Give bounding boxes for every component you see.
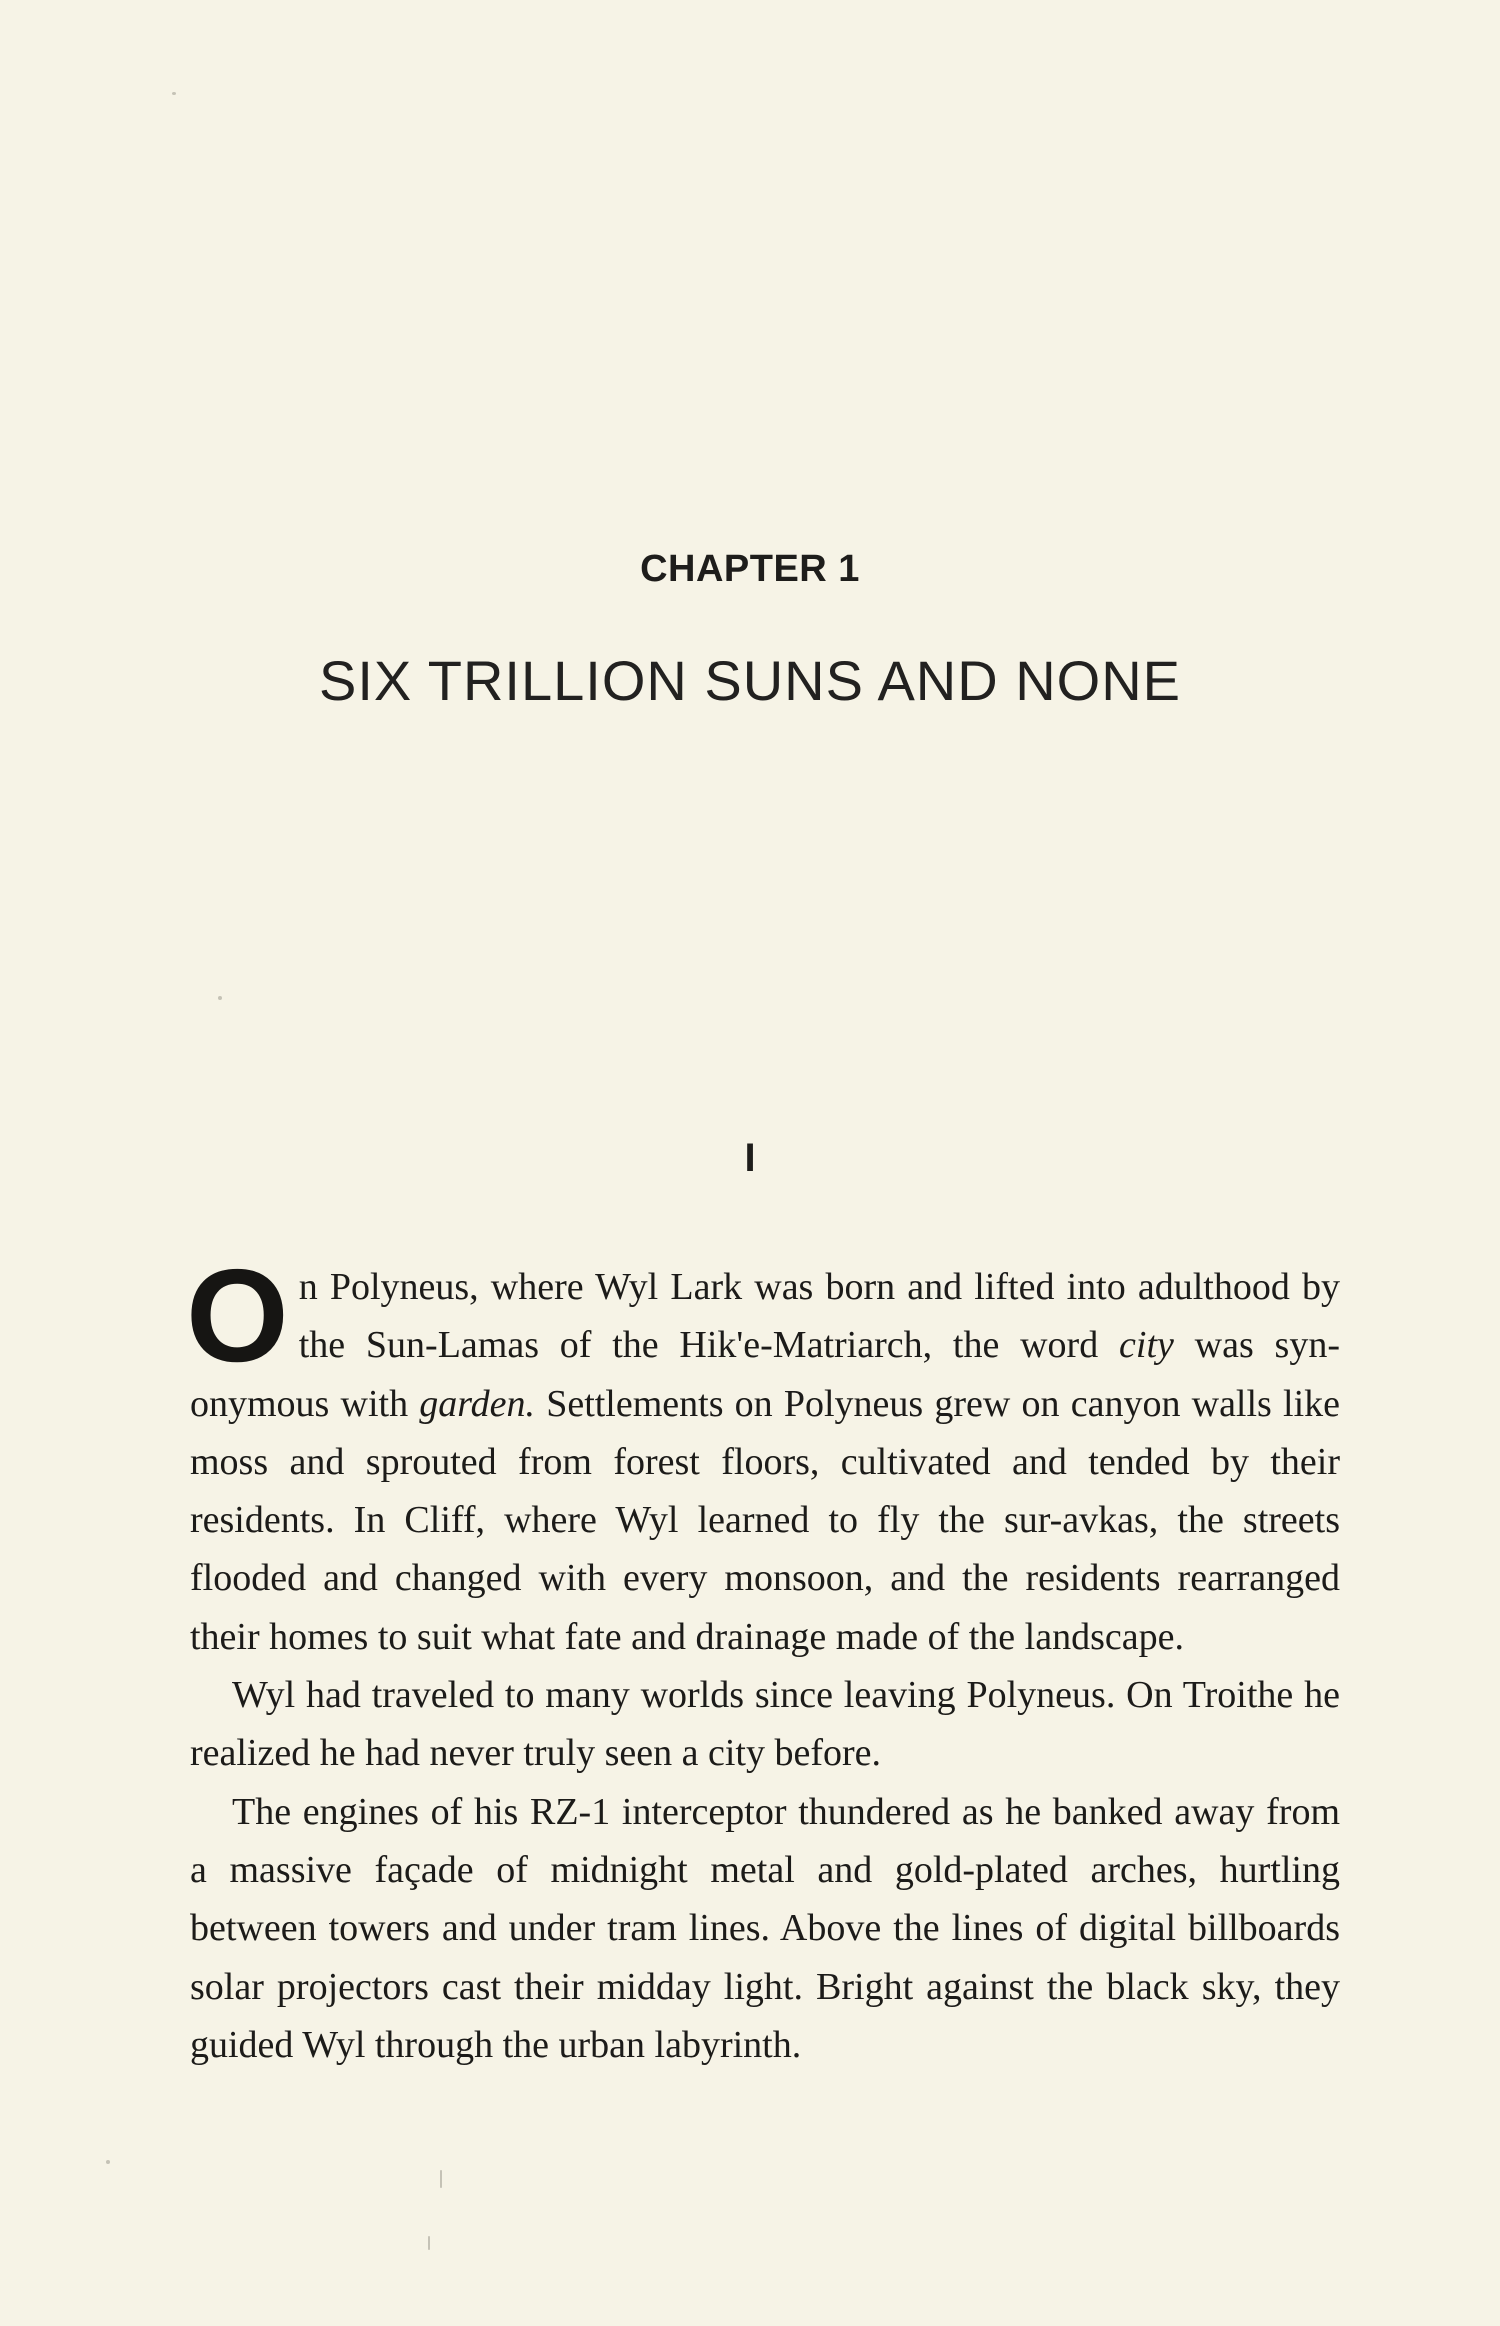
paper-speck xyxy=(172,92,176,95)
paper-speck xyxy=(106,2160,110,2164)
chapter-label: CHAPTER 1 xyxy=(640,548,860,590)
chapter-body xyxy=(186,1242,1340,2074)
paper-speck xyxy=(218,996,222,1000)
paragraph-2: Wyl had traveled to many worlds since leaving Polyneus. On Troithe he realized he had never truly seen a city before. xyxy=(190,1674,1340,1775)
paper-speck xyxy=(428,2236,430,2250)
paragraph-1-emphasis-city: city xyxy=(1119,1324,1174,1367)
paragraph-1 xyxy=(186,1242,1340,1666)
paragraph-1-text-c: Settlements on Polyneus grew on canyon walls like moss and sprouted from forest floors, cultivated and tended by their residents. In Cliff, where Wyl learned to fly the sur-avkas, the streets flooded and changed with every monsoon, and the residents rearranged their homes to suit what fate and drainage made of the landscape. xyxy=(190,1382,1340,1658)
paragraph-3: The engines of his RZ-1 interceptor thundered as he banked away from a massive façade of midnight metal and gold-plated arches, hurtling between towers and under tram lines. Above the lines of digital billboards solar projectors cast their midday light. Bright against the black sky, they guided Wyl through the urban labyrinth. xyxy=(190,1790,1340,2066)
drop-cap: O xyxy=(186,1242,289,1389)
paragraph-1-text-b: was synonymous with xyxy=(190,1324,1340,1425)
paragraph-1-emphasis-garden: garden. xyxy=(419,1382,536,1425)
paper-speck xyxy=(440,2170,442,2188)
section-marker: I xyxy=(744,1136,756,1180)
paragraph-1-text-a: n Polyneus, where Wyl Lark was born and lifted into adulthood by the Sun-Lamas of the Hik'e-Matriarch, the word xyxy=(298,1266,1340,1367)
chapter-title: SIX TRILLION SUNS AND NONE xyxy=(318,649,1182,712)
